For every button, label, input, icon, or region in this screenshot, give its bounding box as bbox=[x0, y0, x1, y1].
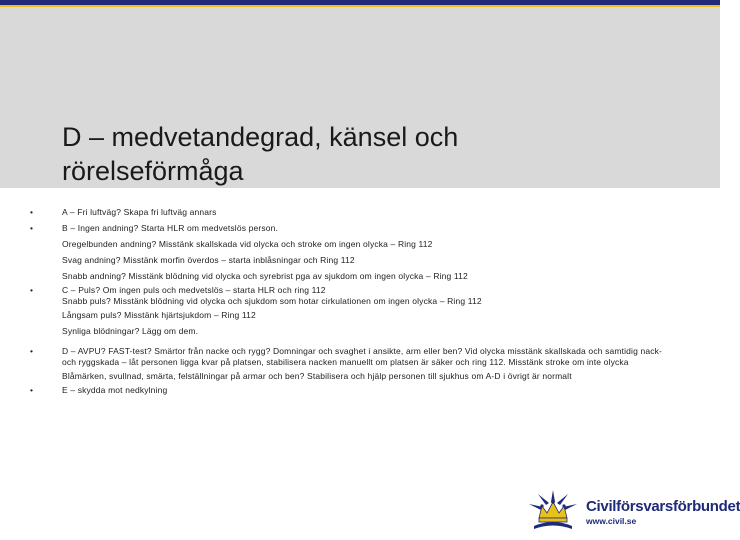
sub-item-text: Snabb andning? Misstänk blödning vid olycka och syrebrist pga av sjukdom om ingen olycka – Ring 112 bbox=[62, 271, 468, 281]
bullet-glyph: • bbox=[30, 207, 34, 217]
slide-title-line-2: rörelseförmåga bbox=[62, 156, 244, 186]
slide-title bbox=[62, 120, 682, 188]
list-item-text: D – AVPU? FAST-test? Smärtor från nacke och rygg? Domningar och svaghet i ansikte, arm eller ben? Vid olycka misstänk skallskada och samtidig nack- och ryggskada – låt personen ligga kvar på platsen, stabilisera nacken manuellt om platsen är säker och ring 112. Misstänk stroke om inte olycka bbox=[62, 346, 662, 367]
sub-item-text: Blåmärken, svullnad, smärta, felställningar på armar och ben? Stabilisera och hjälp personen till sjukhus om A-D i övrigt är normalt bbox=[62, 371, 572, 381]
civilforsvarsforbundet-logo bbox=[526, 488, 740, 532]
top-accent-bar bbox=[0, 0, 720, 7]
list-item-text: A – Fri luftväg? Skapa fri luftväg annars bbox=[62, 207, 217, 217]
sub-item-text: Svag andning? Misstänk morfin överdos – starta inblåsningar och Ring 112 bbox=[62, 255, 355, 265]
crown-emblem-icon bbox=[526, 488, 580, 532]
slide-content bbox=[30, 207, 670, 396]
bullet-glyph: • bbox=[30, 385, 34, 395]
list-item-text: E – skydda mot nedkylning bbox=[62, 385, 168, 395]
sub-item-text: Snabb puls? Misstänk blödning vid olycka och sjukdom som hotar cirkulationen om ingen olycka – Ring 112 bbox=[62, 296, 482, 306]
sub-item-text: Långsam puls? Misstänk hjärtsjukdom – Ring 112 bbox=[62, 310, 256, 320]
list-item-e bbox=[30, 385, 670, 396]
org-url: www.civil.se bbox=[586, 516, 637, 526]
sub-item-text: Synliga blödningar? Lägg om dem. bbox=[62, 326, 199, 336]
bullet-glyph: • bbox=[30, 285, 34, 295]
org-name: Civilförsvarsförbundet bbox=[586, 498, 740, 515]
list-item-b bbox=[30, 223, 670, 282]
sub-item-text: Oregelbunden andning? Misstänk skallskada vid olycka och stroke om ingen olycka – Ring 112 bbox=[62, 239, 433, 249]
list-item-c bbox=[30, 285, 670, 337]
bullet-glyph: • bbox=[30, 223, 34, 233]
list-item-text: B – Ingen andning? Starta HLR om medvetslös person. bbox=[62, 223, 279, 233]
list-item-text: C – Puls? Om ingen puls och medvetslös – starta HLR och ring 112 bbox=[62, 285, 326, 295]
bullet-glyph: • bbox=[30, 346, 34, 356]
list-item-a bbox=[30, 207, 670, 218]
list-item-d bbox=[30, 346, 670, 382]
slide-title-line-1: D – medvetandegrad, känsel och bbox=[62, 122, 459, 152]
